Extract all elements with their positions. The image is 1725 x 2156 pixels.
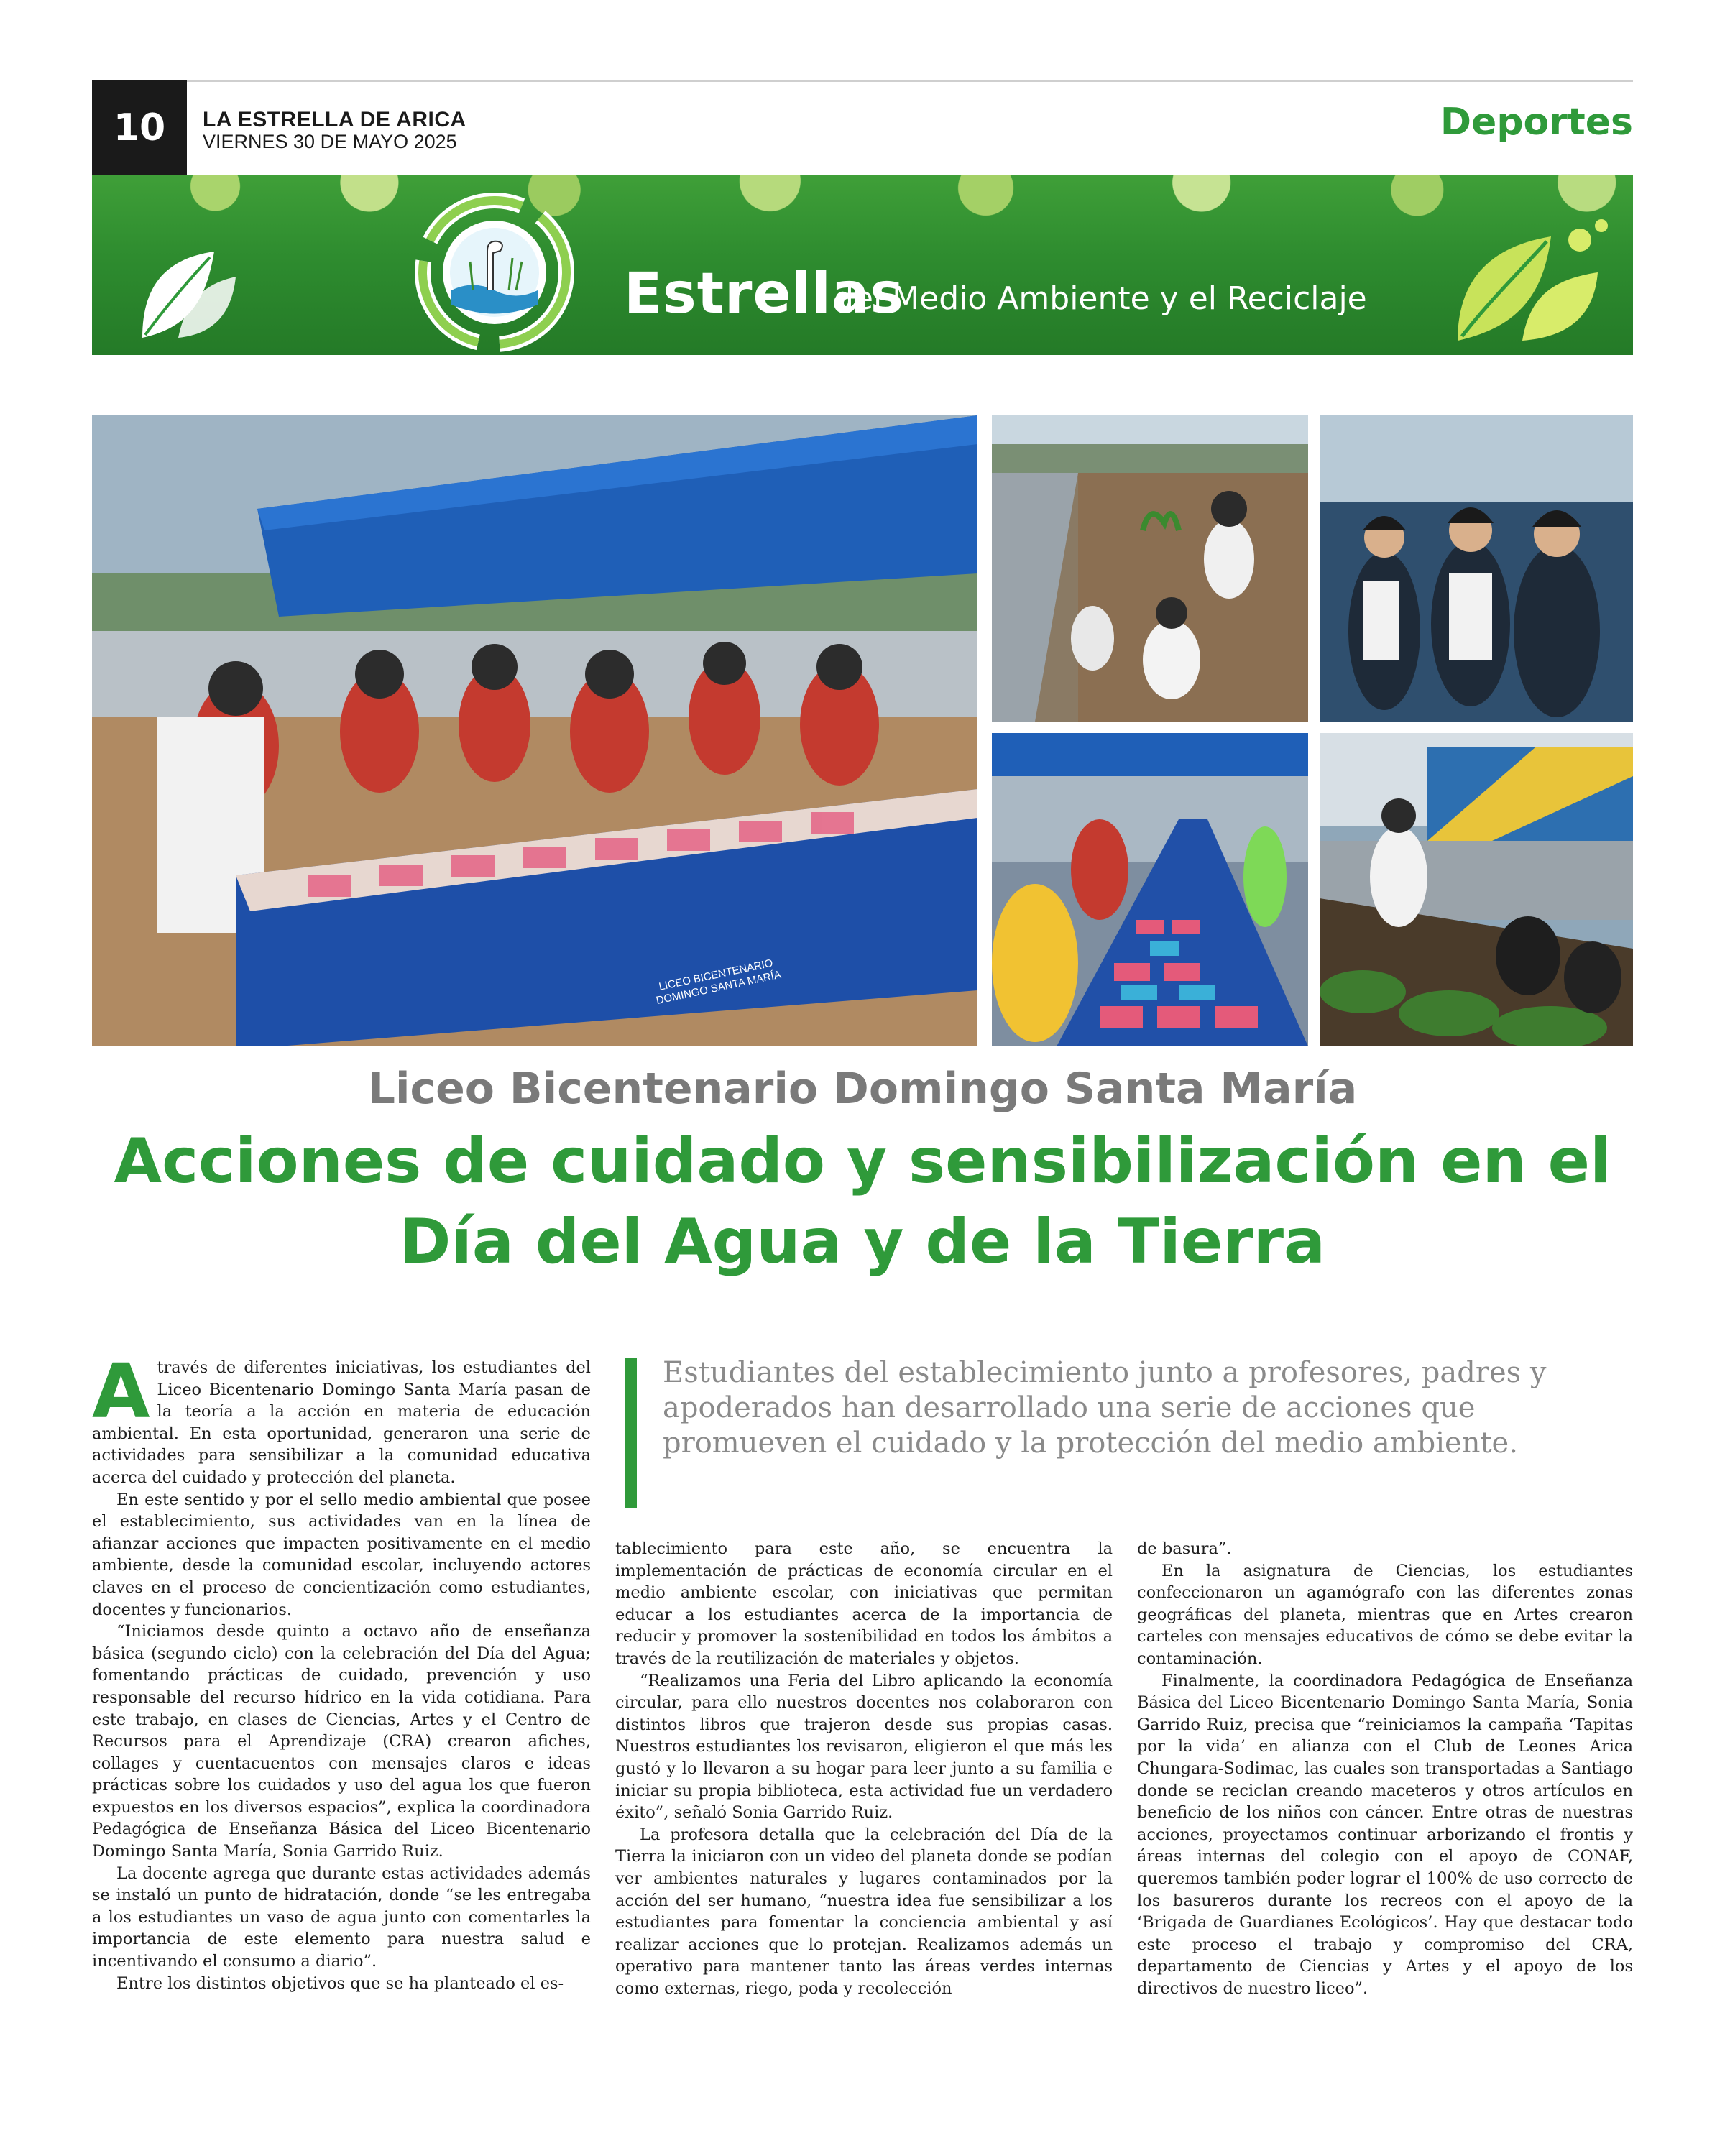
paragraph: “Iniciamos desde quinto a octavo año de enseñanza básica (segundo ciclo) con la celebración del Día del Agua; fomentando prácticas de cuidado, prevención y uso responsable del recurso hídrico en la vida cotidiana. Para este trabajo, en clases de Ciencias, Artes y el Centro de Recursos para el Aprendizaje (CRA) crearon afiches, collages y cuentacuentos con mensajes claros e ideas prácticas sobre los cuidados y uso del agua los que fueron expuestos en los diversos espacios”, explica la coordinadora Pedagógica de Enseñanza Básica del Liceo Bicentenario Domingo Santa María, Sonia Garrido Ruiz. (92, 1622, 591, 1861)
hydration-photo (1320, 415, 1633, 722)
leaf-left-icon (135, 244, 243, 345)
tablecloth-text: LICEO BICENTENARIO DOMINGO SANTA MARÍA (655, 957, 783, 1008)
article-column-3 (1137, 1538, 1633, 1999)
paragraph: “Realizamos una Feria del Libro aplicando la economía circular, para ello nuestros docentes nos colaboraron con distintos libros que trajeron desde sus propias casas. Nuestros estudiantes los revisaron, eligieron el que más les gustó y lo llevaron a su hogar para leer junto a su familia e iniciar su propia biblioteca, esta actividad fue un verdadero éxito”, señaló Sonia Garrido Ruiz. (615, 1671, 1113, 1823)
section-label: Deportes (1440, 101, 1633, 144)
pull-quote-bar (625, 1358, 637, 1508)
issue-date: VIERNES 30 DE MAYO 2025 (203, 131, 457, 152)
paragraph: En la asignatura de Ciencias, los estudiantes confeccionaron un agamógrafo con las diferentes zonas geográficas del planeta, mientras que en Artes crearon carteles con mensajes educativos de cómo se debe evitar la contaminación. (1137, 1561, 1633, 1668)
newspaper-name: LA ESTRELLA DE ARICA (203, 108, 466, 132)
paragraph: de basura”. (1137, 1539, 1232, 1558)
article-column-2 (615, 1538, 1113, 1999)
book-table-photo (992, 733, 1308, 1046)
headline-line-1: Acciones de cuidado y sensibilización en el (114, 1125, 1611, 1197)
paragraph: La docente agrega que durante estas actividades además se instaló un punto de hidratación, donde “se les entregaba a los estudiantes un vaso de agua junto con comentarles la importancia de este elemento para nuestra salud e incentivando el consumo a diario”. (92, 1864, 591, 1971)
planting-photo (992, 415, 1308, 722)
paragraph: tablecimiento para este año, se encuentra la implementación de prácticas de economía circular en el medio ambiente escolar, con iniciativas que permitan educar a los estudiantes acerca de la importancia de reducir y promover la sostenibilidad en todos los ámbitos a través de la reutilización de materiales y objetos. (615, 1539, 1113, 1668)
garden-photo (1320, 733, 1633, 1046)
banner-subtitle: del Medio Ambiente y el Reciclaje (834, 280, 1367, 317)
book-fair-photo (92, 415, 978, 1046)
section-banner (92, 175, 1633, 355)
article-column-1 (92, 1348, 591, 1994)
article-headline (92, 1121, 1633, 1282)
paragraph: La profesora detalla que la celebración del Día de la Tierra la iniciaron con un video del planeta donde se podían ver ambientes naturales y lugares contaminados por la acción del ser humano, “nuestra idea fue sensibilizar a los estudiantes para fomentar la conciencia ambiental y así realizar acciones que lo protejan. Realizamos además un operativo para mantener tanto las áreas verdes internas como externas, riego, poda y recolección (615, 1825, 1113, 1998)
paragraph: Finalmente, la coordinadora Pedagógica de Enseñanza Básica del Liceo Bicentenario Domingo Santa María, Sonia Garrido Ruiz, precisa que “reiniciamos la campaña ‘Tapitas por la vida’ en alianza con el Club de Leones Arica Chungara-Sodimac, las cuales son transportadas a Santiago donde se reciclan creando maceteros y otros artículos en beneficio de los niños con cáncer. Entre otras de nuestras acciones, proyectamos continuar arborizando el frontis y áreas internas del colegio con el apoyo de CONAF, queremos también poder lograr el 100% de uso correcto de los basureros durante los recreos con el apoyo de la ‘Brigada de Guardianes Ecológicos’. Hay que destacar todo este proceso el trabajo y compromiso del CRA, departamento de Ciencias y Artes y el apoyo de los directivos de nuestro liceo”. (1137, 1671, 1633, 1998)
recycle-logo-icon (401, 190, 588, 355)
paragraph: En este sentido y por el sello medio ambiental que posee el establecimiento, sus actividades van en la línea de afianzar acciones que impacten positivamente en el medio ambiente, desde la comunidad escolar, incluyendo actores claves en el proceso de concientización como estudiantes, docentes y funcionarios. (92, 1490, 591, 1619)
drop-cap: A (92, 1348, 150, 1435)
banner-title: Estrellas (624, 262, 904, 326)
paragraph: Através de diferentes iniciativas, los estudiantes del Liceo Bicentenario Domingo Santa María pasan de la teoría a la acción en materia de educación ambiental. En esta oportunidad, generaron una serie de actividades para sensibilizar a la comunidad educativa acerca del cuidado y protección del planeta. (92, 1348, 591, 1487)
top-rule (92, 80, 1633, 82)
page-number: 10 (92, 80, 187, 175)
leaf-right-icon (1443, 218, 1616, 348)
headline-line-2: Día del Agua y de la Tierra (399, 1206, 1326, 1278)
pull-quote: Estudiantes del establecimiento junto a profesores, padres y apoderados han desarrollado una serie de acciones que promueven el cuidado y la protección del medio ambiente. (663, 1356, 1547, 1460)
article-kicker: Liceo Bicentenario Domingo Santa María (367, 1064, 1358, 1114)
paragraph: Entre los distintos objetivos que se ha planteado el es- (116, 1973, 564, 1993)
